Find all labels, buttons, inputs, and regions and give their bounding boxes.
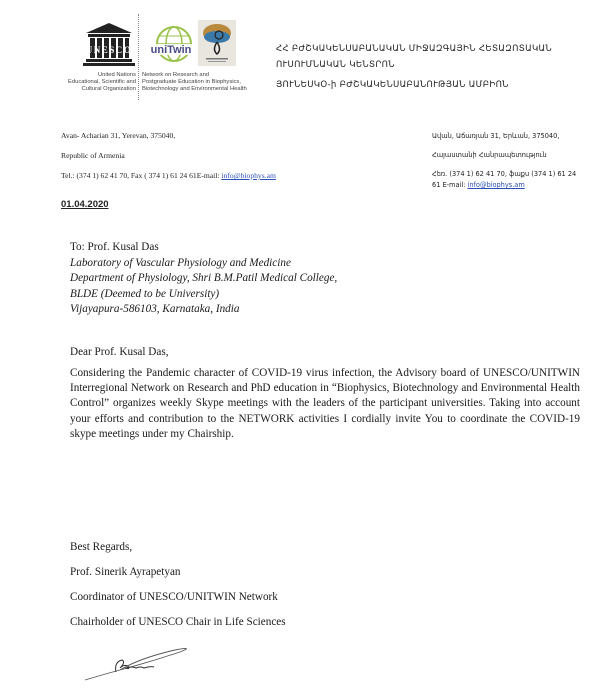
signature-scribble-icon [80, 640, 200, 685]
address-am-line1: Ավան, Աճառյան 31, Երևան, 375040, [432, 132, 560, 140]
recipient-name: To: Prof. Kusal Das [70, 241, 159, 253]
email-link[interactable]: info@biophys.am [221, 171, 276, 180]
caption-line: Cultural Organization [81, 86, 136, 92]
signatory-title-1: Coordinator of UNESCO/UNITWIN Network [70, 591, 278, 603]
address-am-line2: Հայաստանի Հանրապետություն [432, 151, 547, 159]
email-label: 61 E-mail: [432, 181, 468, 189]
chair-emblem-logo [198, 20, 236, 66]
unitwin-logo [142, 20, 198, 70]
signature [80, 640, 200, 685]
svg-text:UNESCO: UNESCO [85, 45, 133, 55]
recipient-line: Department of Physiology, Shri B.M.Patil Medical College, [70, 272, 338, 284]
recipient-block [70, 240, 337, 318]
caption-line: Network on Research and [142, 72, 210, 78]
recipient-line: BLDE (Deemed to be University) [70, 287, 220, 300]
signatory-name: Prof. Sinerik Ayrapetyan [70, 566, 181, 578]
recipient-line: Vijayapura-586103, Karnataka, India [70, 303, 240, 315]
closing-regards: Best Regards, [70, 541, 133, 553]
address-en-line3 [61, 171, 276, 180]
email-link-am[interactable]: info@biophys.am [467, 181, 525, 189]
letter-body: Considering the Pandemic character of COVID-19 virus infection, the Advisory board of UNESCO/UNITWIN Interregional Network on Research and PhD education in “Biophysics, Biotechnology and Environmental Health Control” organizes weekly Skype meetings with the leaders of the participant universities. Taking into account your efforts and contribution to the NETWORK activities I cordially invite You to coordinate the COVID-19 skype meetings under my Chairship. [70, 367, 580, 440]
address-en-line1: Avan- Acharian 31, Yerevan, 375040, [61, 131, 176, 140]
caption-line: Postgraduate Education in Biophysics, [142, 79, 241, 85]
contact-phone-fax: Tel.: (374 1) 62 41 70, Fax ( 374 1) 61 24 61E-mail: [61, 171, 222, 180]
unitwin-globe-icon [142, 20, 198, 70]
caption-line: United Nations [97, 72, 136, 78]
svg-text:uniTwin: uniTwin [150, 44, 192, 56]
unesco-logo [82, 22, 136, 68]
salutation: Dear Prof. Kusal Das, [70, 346, 169, 358]
armenian-heading-line3: ՅՈՒՆԵՍԿՕ-ի ԲԺՇԿԱԿԵՆՍԱԲԱՆՈՒԹՅԱՆ ԱՄԲԻՈՆ [276, 80, 509, 90]
signatory-title-2: Chairholder of UNESCO Chair in Life Sciences [70, 616, 286, 628]
unesco-temple-icon [82, 22, 136, 68]
caption-line: Educational, Scientific and [68, 79, 136, 85]
letter-date: 01.04.2020 [61, 199, 109, 210]
unitwin-caption [142, 72, 262, 93]
armenian-heading-line1: ՀՀ ԲԺՇԿԱԿԵՆՍԱԲԱՆԱԿԱՆ ՄԻՋԱԶԳԱՅԻՆ ՀԵՏԱԶՈՏԱԿԱՆ [276, 44, 552, 54]
armenian-heading-line2: ՈՒՍՈՒՄՆԱԿԱՆ ԿԵՆՏՐՈՆ [276, 60, 395, 70]
caption-line: Biotechnology and Environmental Health [142, 86, 247, 92]
recipient-line: Laboratory of Vascular Physiology and Medicine [70, 256, 291, 269]
header-divider [138, 14, 139, 100]
address-am-line4 [432, 181, 525, 189]
address-am-line3: Հեռ. (374 1) 62 41 70, ֆաքս (374 1) 61 24 [432, 170, 577, 178]
brain-emblem-icon [198, 20, 236, 66]
unesco-caption [40, 72, 136, 93]
address-en-line2: Republic of Armenia [61, 151, 125, 160]
